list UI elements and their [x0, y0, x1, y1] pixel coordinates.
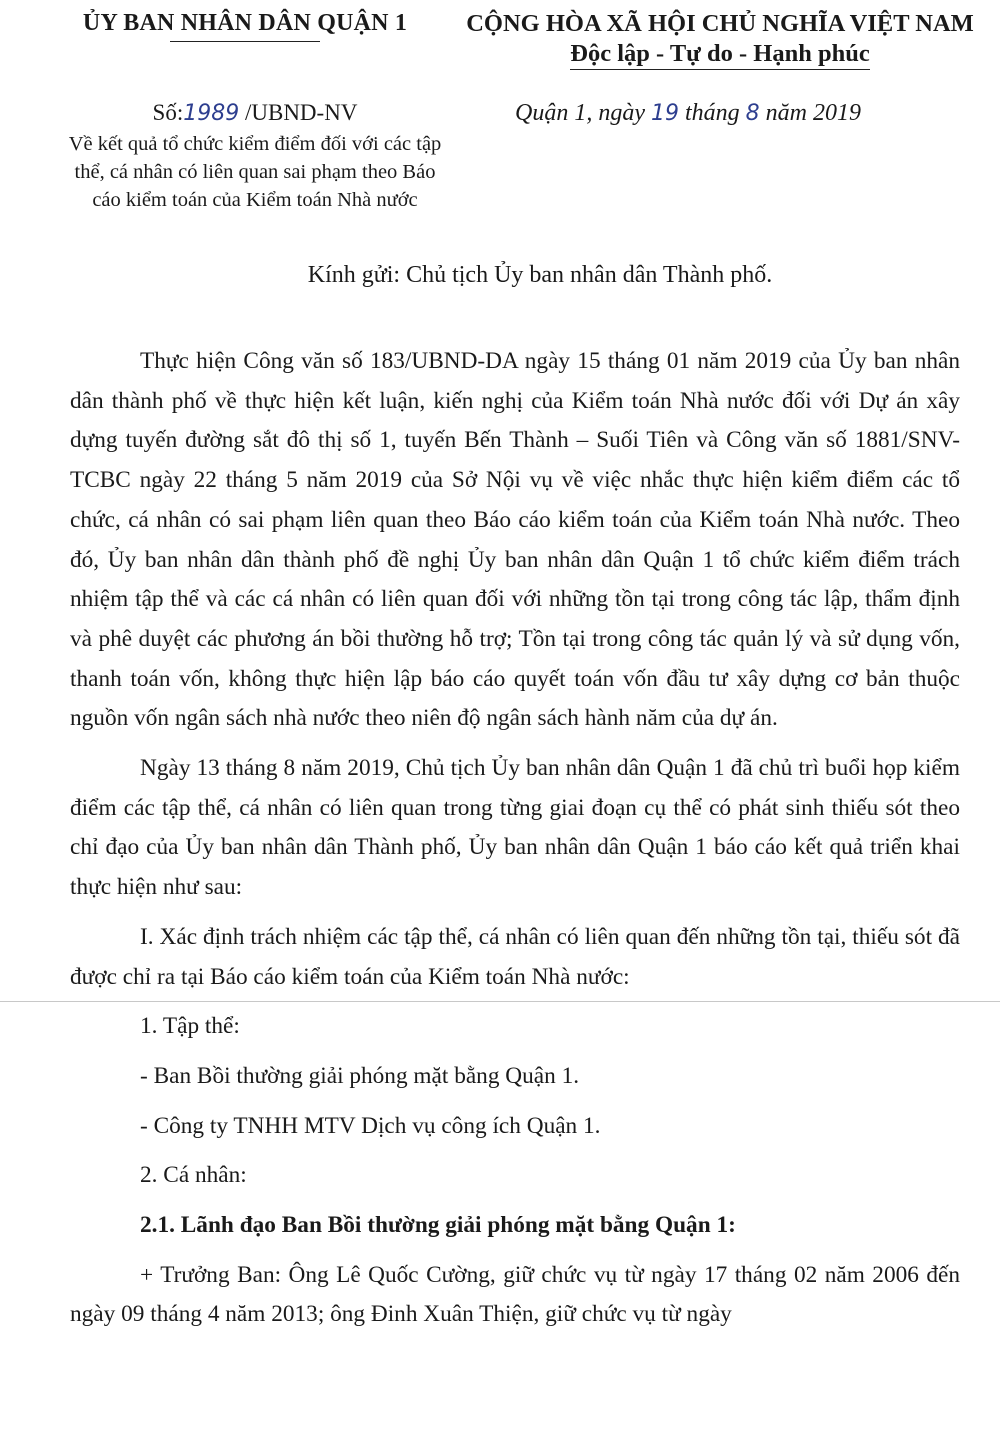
collective-item-2: - Công ty TNHH MTV Dịch vụ công ích Quận 1. — [140, 1112, 601, 1139]
doc-number-prefix: Số: — [152, 100, 184, 125]
recipient-line: Kính gửi: Chủ tịch Ủy ban nhân dân Thành phố. — [307, 262, 773, 288]
date-day-handwritten: 19 — [650, 101, 679, 126]
agency-name: ỦY BAN NHÂN DÂN QUẬN 1 — [82, 10, 408, 36]
document-body — [70, 342, 960, 1335]
agency-header — [50, 10, 440, 42]
date-suffix: năm 2019 — [759, 100, 861, 126]
body-paragraph-3: + Trưởng Ban: Ông Lê Quốc Cường, giữ chức vụ từ ngày 17 tháng 02 năm 2006 đến ngày 09 tháng 4 năm 2013; ông Đinh Xuân Thiện, giữ chức vụ từ ngày — [70, 1261, 960, 1328]
nation-title: CỘNG HÒA XÃ HỘI CHỦ NGHĨA VIỆT NAM — [466, 10, 974, 37]
subsection-2-1-heading: 2.1. Lãnh đạo Ban Bồi thường giải phóng mặt bằng Quận 1: — [140, 1212, 736, 1239]
subsection-2-heading: 2. Cá nhân: — [140, 1162, 247, 1189]
date-month-handwritten: 8 — [745, 101, 760, 126]
doc-number-suffix: /UBND-NV — [239, 100, 358, 125]
national-motto: Độc lập - Tự do - Hạnh phúc — [570, 40, 869, 70]
subsection-1-heading: 1. Tập thể: — [140, 1013, 240, 1040]
agency-underline — [170, 41, 320, 42]
section-1-heading: I. Xác định trách nhiệm các tập thể, cá nhân có liên quan đến những tồn tại, thiếu sót đã được chỉ ra tại Báo cáo kiểm toán của Kiểm toán Nhà nước: — [70, 923, 960, 990]
date-mid: tháng — [678, 100, 746, 126]
date-prefix: Quận 1, ngày — [515, 100, 651, 126]
body-paragraph-1: Thực hiện Công văn số 183/UBND-DA ngày 15 tháng 01 năm 2019 của Ủy ban nhân dân thành phố về thực hiện kết luận, kiến nghị của Kiểm toán Nhà nước đối với Dự án xây dựng tuyến đường sắt đô thị số 1, tuyến Bến Thành – Suối Tiên và Công văn số 1881/SNV-TCBC ngày 22 tháng 5 năm 2019 của Sở Nội vụ về việc nhắc thực hiện kiểm điểm các tổ chức, cá nhân có sai phạm liên quan theo Báo cáo kiểm toán của Kiểm toán Nhà nước. Theo đó, Ủy ban nhân dân thành phố đề nghị Ủy ban nhân dân Quận 1 tổ chức kiểm điểm trách nhiệm tập thể và các cá nhân có liên quan đối với những tồn tại trong công tác lập, thẩm định và phê duyệt các phương án bồi thường hỗ trợ; Tồn tại trong công tác quản lý và sử dụng vốn, thanh toán vốn, không thực hiện lập báo cáo quyết toán vốn đầu tư xây dựng cơ bản thuộc nguồn vốn ngân sách nhà nước theo niên độ ngân sách hành năm của dự án. — [70, 348, 960, 732]
document-subject: Về kết quả tổ chức kiểm điểm đối với các tập thể, cá nhân có liên quan sai phạm theo Báo cáo kiểm toán của Kiểm toán Nhà nước — [68, 133, 442, 211]
doc-number-handwritten: 1989 — [183, 101, 240, 126]
body-paragraph-2: Ngày 13 tháng 8 năm 2019, Chủ tịch Ủy ban nhân dân Quận 1 đã chủ trì buổi họp kiểm điểm các tập thể, cá nhân có liên quan trong từng giai đoạn cụ thể có phát sinh thiếu sót theo chỉ đạo của Ủy ban nhân dân Thành phố, Ủy ban nhân dân Quận 1 báo cáo kết quả triển khai thực hiện như sau: — [70, 755, 960, 901]
collective-item-1: - Ban Bồi thường giải phóng mặt bằng Quận 1. — [140, 1062, 580, 1089]
document-date — [515, 100, 861, 127]
document-number — [50, 100, 460, 126]
national-header — [440, 10, 1000, 70]
